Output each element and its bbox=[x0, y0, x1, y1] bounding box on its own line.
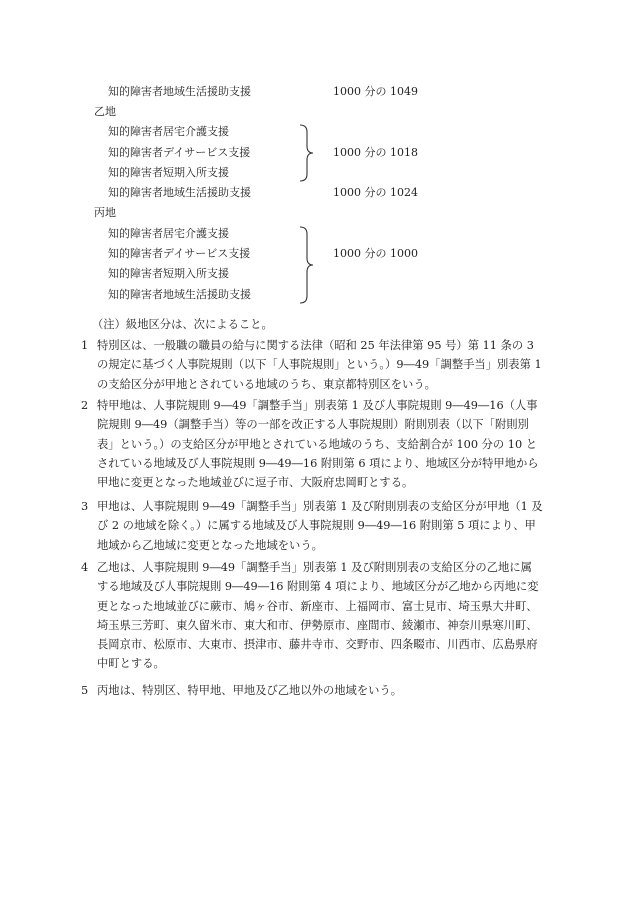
table-item: 知的障害者デイサービス支援 bbox=[108, 247, 251, 260]
table-item: 知的障害者デイサービス支援 bbox=[108, 146, 251, 159]
note-item bbox=[81, 396, 543, 492]
note-text: 特別区は、一般職の職員の給与に関する法律（昭和 25 年法律第 95 号）第 11 条の 3 の規定に基づく人事院規則（以下「人事院規則」という。）9―49「調整手当」別表第 1 の支給区分が甲地とされている地域のうち、東京都特別区をいう。 bbox=[97, 339, 542, 391]
note-item bbox=[81, 681, 543, 700]
region-heading: 乙地 bbox=[94, 105, 116, 118]
right-brace-icon bbox=[298, 226, 316, 304]
region-heading: 丙地 bbox=[94, 206, 116, 219]
note-item bbox=[81, 558, 543, 674]
ratio-value: 1000 分の 1049 bbox=[333, 85, 418, 98]
note-text: 丙地は、特別区、特甲地、甲地及び乙地以外の地域をいう。 bbox=[97, 684, 403, 697]
table-item: 知的障害者短期入所支援 bbox=[108, 267, 229, 280]
note-number: 4 bbox=[81, 561, 89, 574]
right-brace-icon bbox=[298, 124, 316, 182]
ratio-value: 1000 分の 1000 bbox=[333, 247, 418, 260]
note-item bbox=[81, 497, 543, 555]
table-item: 知的障害者居宅介護支援 bbox=[108, 227, 229, 240]
notes-heading: （注）級地区分は、次によること。 bbox=[92, 318, 273, 331]
note-text: 特甲地は、人事院規則 9―49「調整手当」別表第 1 及び人事院規則 9―49―16（人事院規則 9―49（調整手当）等の一部を改正する人事院規則）附則別表（以下「附則別表」という。）の支給区分が甲地とされている地域のうち、支給割合が 100 分の 10 とされている地域及び人事院規則 9―49―16 附則第 6 項により、地域区分が特甲地から甲地に変更となった地域並びに逗子市、大阪府忠岡町とする。 bbox=[97, 399, 539, 490]
table-item: 知的障害者居宅介護支援 bbox=[108, 125, 229, 138]
note-number: 2 bbox=[81, 399, 89, 412]
table-item: 知的障害者地域生活援助支援 bbox=[108, 85, 251, 98]
table-item: 知的障害者地域生活援助支援 bbox=[108, 288, 251, 301]
note-number: 3 bbox=[81, 500, 89, 513]
note-text: 甲地は、人事院規則 9―49「調整手当」別表第 1 及び附則別表の支給区分が甲地（1 及び 2 の地域を除く。）に属する地域及び人事院規則 9―49―16 附則第 5 項により、甲地域から乙地域に変更となった地域をいう。 bbox=[97, 500, 543, 552]
note-item bbox=[81, 336, 543, 394]
note-number: 1 bbox=[81, 339, 89, 352]
table-item: 知的障害者地域生活援助支援 bbox=[108, 186, 251, 199]
ratio-value: 1000 分の 1024 bbox=[333, 186, 418, 199]
note-number: 5 bbox=[81, 684, 89, 697]
table-item: 知的障害者短期入所支援 bbox=[108, 166, 229, 179]
ratio-value: 1000 分の 1018 bbox=[333, 146, 418, 159]
note-text: 乙地は、人事院規則 9―49「調整手当」別表第 1 及び附則別表の支給区分の乙地に属する地域及び人事院規則 9―49―16 附則第 4 項により、地域区分が乙地から丙地に変更となった地域並びに蕨市、鳩ヶ谷市、新座市、上福岡市、富士見市、埼玉県大井町、埼玉県三芳町、東久留米市、東大和市、伊勢原市、座間市、綾瀬市、神奈川県寒川町、長岡京市、松原市、大東市、摂津市、藤井寺市、交野市、四条畷市、川西市、広島県府中町とする。 bbox=[97, 561, 539, 671]
